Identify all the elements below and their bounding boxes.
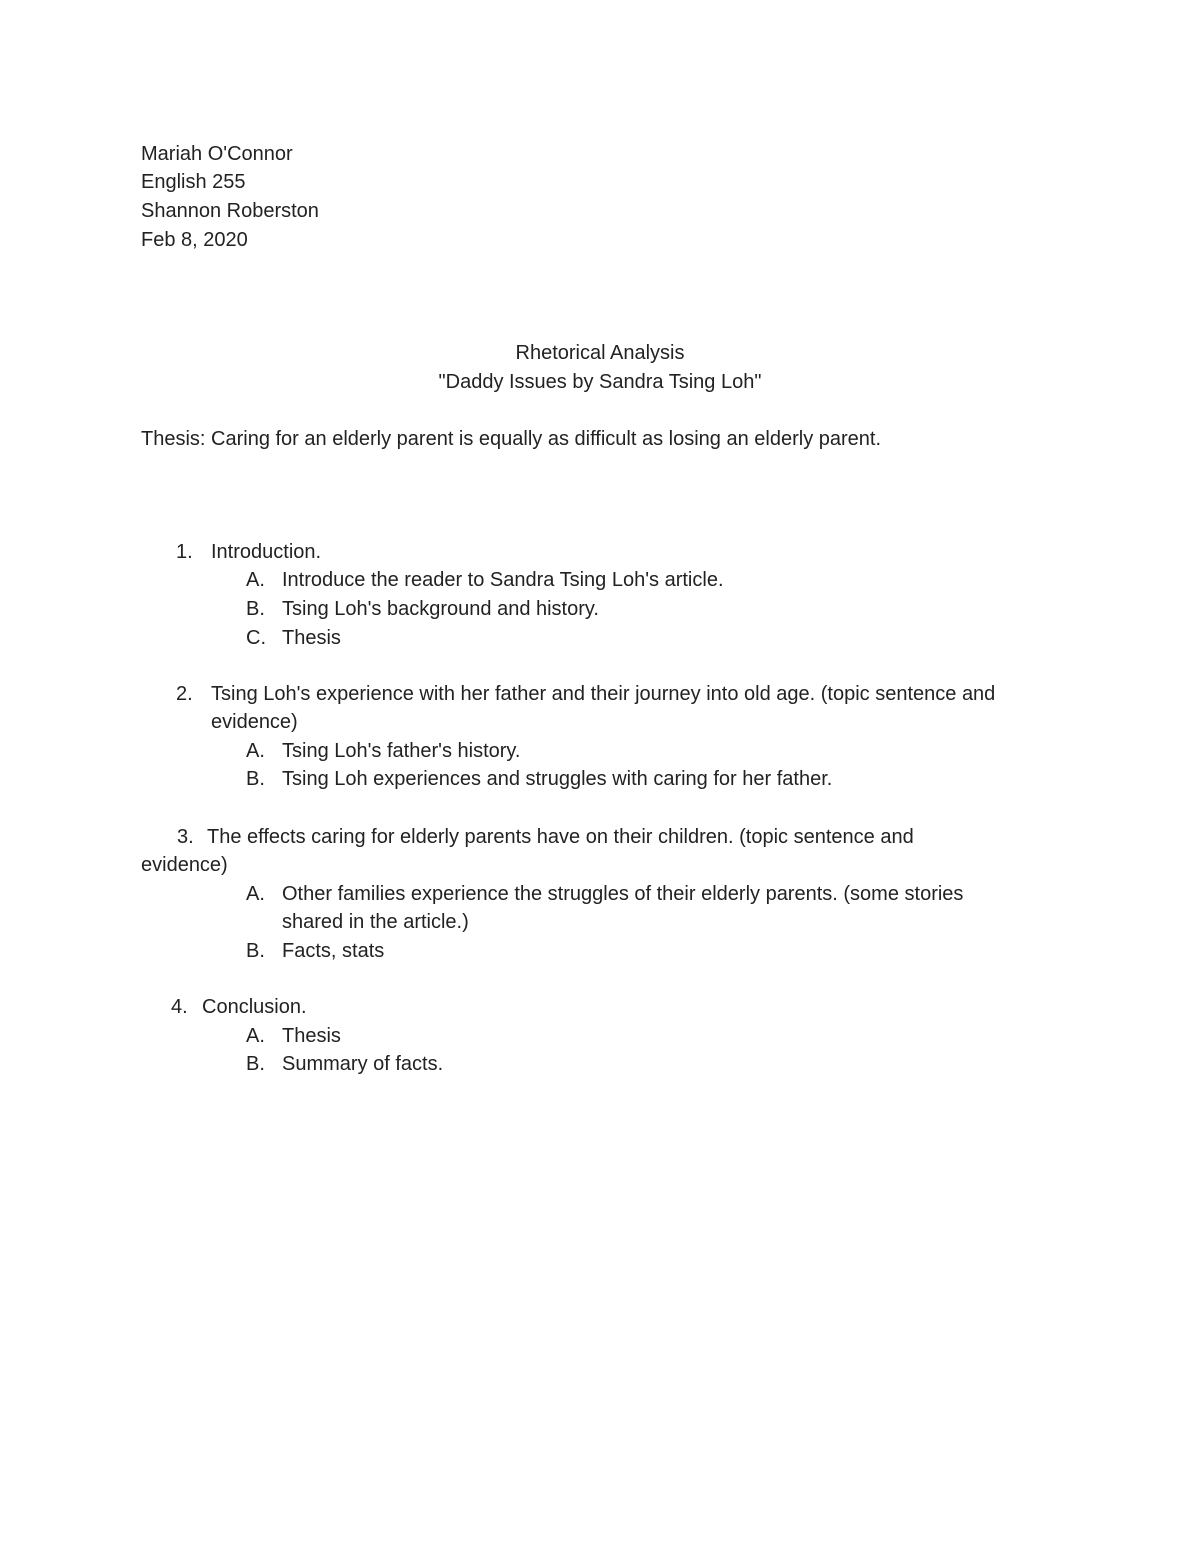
outline-item-2-line1: Tsing Loh's experience with her father and their journey into old age. (topic sentence and xyxy=(211,683,996,705)
outline-sub-item-line1: Other families experience the struggles of their elderly parents. (some stories xyxy=(282,883,964,905)
outline-item-2-line2: evidence) xyxy=(211,711,298,733)
outline-sub-item: Introduce the reader to Sandra Tsing Loh's article. xyxy=(282,569,724,591)
document-date: Feb 8, 2020 xyxy=(141,229,248,251)
outline-number-1: 1. xyxy=(176,541,193,563)
outline-sub-letter: C. xyxy=(246,627,266,649)
outline-item-3-line2: evidence) xyxy=(141,854,228,876)
outline-number-2: 2. xyxy=(176,683,193,705)
outline-sub-item: Thesis xyxy=(282,1025,341,1047)
outline-sub-item: Tsing Loh experiences and struggles with caring for her father. xyxy=(282,768,833,790)
outline-item-4: Conclusion. xyxy=(202,996,307,1018)
outline-number-3: 3. xyxy=(177,826,194,848)
outline-sub-letter: B. xyxy=(246,940,265,962)
outline-sub-letter: A. xyxy=(246,883,265,905)
outline-sub-letter: B. xyxy=(246,598,265,620)
outline-sub-letter: A. xyxy=(246,569,265,591)
author-name: Mariah O'Connor xyxy=(141,143,293,165)
outline-sub-item: Summary of facts. xyxy=(282,1053,444,1075)
outline-sub-letter: B. xyxy=(246,1053,265,1075)
outline-sub-letter: A. xyxy=(246,740,265,762)
outline-sub-item: Tsing Loh's background and history. xyxy=(282,598,599,620)
outline-sub-item-line2: shared in the article.) xyxy=(282,911,469,933)
outline-sub-item: Thesis xyxy=(282,627,341,649)
outline-sub-item: Tsing Loh's father's history. xyxy=(282,740,521,762)
outline-sub-item: Facts, stats xyxy=(282,940,385,962)
document-subtitle: "Daddy Issues by Sandra Tsing Loh" xyxy=(438,371,762,393)
course-name: English 255 xyxy=(141,171,246,193)
document-title: Rhetorical Analysis xyxy=(515,342,685,364)
outline-item-1: Introduction. xyxy=(211,541,322,563)
instructor-name: Shannon Roberston xyxy=(141,200,319,222)
thesis-statement: Thesis: Caring for an elderly parent is equally as difficult as losing an elderly parent. xyxy=(141,428,882,450)
outline-sub-letter: A. xyxy=(246,1025,265,1047)
outline-item-3-line1: The effects caring for elderly parents have on their children. (topic sentence and xyxy=(207,826,914,848)
outline-sub-letter: B. xyxy=(246,768,265,790)
outline-number-4: 4. xyxy=(171,996,188,1018)
